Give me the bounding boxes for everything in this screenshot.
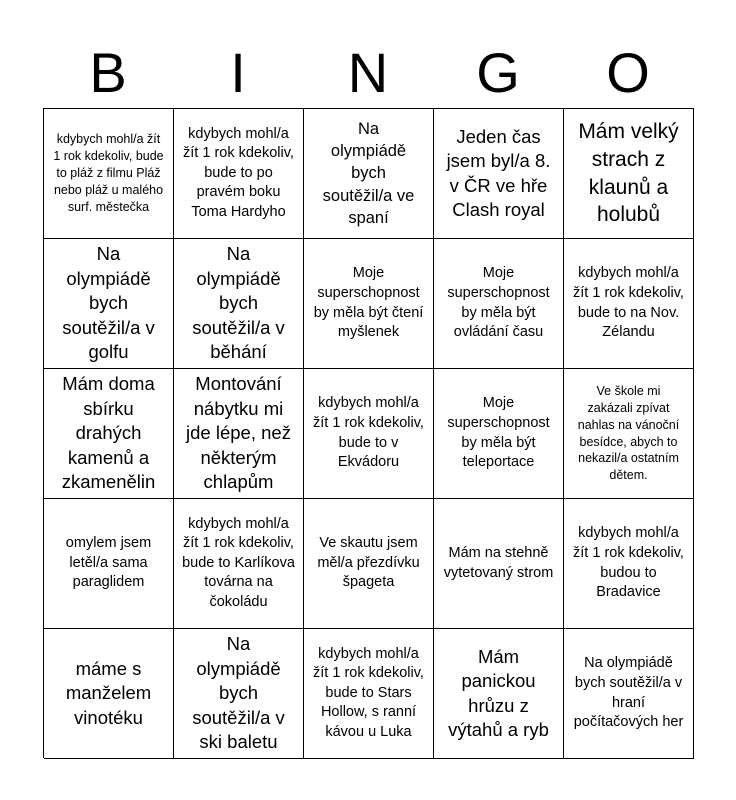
bingo-cell-text: Montování nábytku mi jde lépe, než některým chlapům	[186, 373, 291, 493]
bingo-cell-text: máme s manželem vinotéku	[65, 657, 152, 728]
bingo-cell-text: kdybych mohl/a žít 1 rok kdekoliv, budou to Bradavice	[573, 525, 684, 601]
bingo-cell-text: Moje superschopnost by měla být čtení myšlenek	[313, 265, 424, 341]
header-letter-g: G	[476, 41, 520, 104]
header-letter-i: I	[230, 41, 246, 104]
bingo-cell-text: Mám panickou hrůzu z výtahů a ryb	[448, 645, 549, 740]
bingo-cell-r3-c2[interactable]	[174, 369, 304, 499]
bingo-cell-r2-c3[interactable]	[304, 239, 434, 369]
bingo-cell-text: kdybych mohl/a žít 1 rok kdekoliv, bude to Stars Hollow, s ranní kávou u Luka	[313, 645, 424, 740]
bingo-cell-text: Na olympiádě bych soutěžil/a v běhání	[192, 243, 285, 363]
bingo-cell-r4-c3[interactable]	[304, 499, 434, 629]
bingo-cell-r4-c5[interactable]	[564, 499, 694, 629]
bingo-cell-text: kdybych mohl/a žít 1 rok kdekoliv, bude to Karlíkova továrna na čokoládu	[182, 515, 295, 610]
bingo-cell-text: Na olympiádě bych soutěžil/a v golfu	[62, 243, 155, 363]
bingo-cell-text: Jeden čas jsem byl/a 8. v ČR ve hře Clash royal	[446, 125, 551, 220]
bingo-cell-text: Mám doma sbírku drahých kamenů a zkamenělin	[61, 373, 156, 493]
bingo-cell-r3-c5[interactable]	[564, 369, 694, 499]
bingo-cell-r4-c1[interactable]	[44, 499, 174, 629]
bingo-cell-text: Moje superschopnost by měla být ovládání času	[447, 265, 550, 341]
bingo-cell-r2-c4[interactable]	[434, 239, 564, 369]
bingo-cell-text: omylem jsem letěl/a sama paraglidem	[65, 535, 152, 591]
bingo-card-grid	[43, 108, 694, 758]
bingo-cell-text: Ve skautu jsem měl/a přezdívku špageta	[317, 535, 420, 591]
bingo-cell-r3-c1[interactable]	[44, 369, 174, 499]
bingo-cell-text: Moje superschopnost by měla být teleportace	[447, 395, 550, 471]
bingo-cell-text: Na olympiádě bych soutěžil/a ve spaní	[322, 119, 415, 227]
bingo-cell-text: Mám na stehně vytetovaný strom	[443, 544, 554, 581]
bingo-cell-text: Na olympiádě bych soutěžil/a v hraní počítačových her	[573, 655, 684, 731]
bingo-header	[43, 38, 693, 108]
bingo-cell-r1-c3[interactable]	[304, 109, 434, 239]
bingo-cell-r5-c1[interactable]	[44, 629, 174, 759]
header-letter-n: N	[347, 41, 389, 104]
header-letter-b: B	[89, 41, 127, 104]
bingo-cell-r1-c5[interactable]	[564, 109, 694, 239]
bingo-cell-r2-c1[interactable]	[44, 239, 174, 369]
bingo-cell-r1-c4[interactable]	[434, 109, 564, 239]
bingo-cell-r4-c4[interactable]	[434, 499, 564, 629]
bingo-cell-text: kdybych mohl/a žít 1 rok kdekoliv, bude to v Ekvádoru	[313, 395, 424, 471]
bingo-cell-text: Na olympiádě bych soutěžil/a v ski baletu	[192, 633, 285, 753]
bingo-cell-r1-c1[interactable]	[44, 109, 174, 239]
bingo-cell-text: kdybych mohl/a žít 1 rok kdekoliv, bude to na Nov. Zélandu	[573, 265, 684, 341]
bingo-cell-r1-c2[interactable]	[174, 109, 304, 239]
bingo-cell-r5-c2[interactable]	[174, 629, 304, 759]
bingo-cell-text: kdybych mohl/a žít 1 rok kdekoliv, bude to po pravém boku Toma Hardyho	[183, 125, 294, 220]
header-letter-o: O	[606, 41, 650, 104]
bingo-cell-r3-c3[interactable]	[304, 369, 434, 499]
bingo-cell-text: Mám velký strach z klaunů a holubů	[578, 120, 679, 227]
bingo-cell-r2-c5[interactable]	[564, 239, 694, 369]
bingo-cell-r5-c5[interactable]	[564, 629, 694, 759]
bingo-cell-text: Ve škole mi zakázali zpívat nahlas na vánoční besídce, abych to nekazil/a ostatním dětem.	[577, 383, 680, 483]
bingo-cell-r5-c3[interactable]	[304, 629, 434, 759]
bingo-cell-r5-c4[interactable]	[434, 629, 564, 759]
bingo-cell-r4-c2[interactable]	[174, 499, 304, 629]
bingo-cell-text: kdybych mohl/a žít 1 rok kdekoliv, bude to pláž z filmu Pláž nebo pláž u malého surf. městečka	[53, 132, 164, 214]
bingo-cell-r3-c4[interactable]	[434, 369, 564, 499]
bingo-cell-r2-c2[interactable]	[174, 239, 304, 369]
